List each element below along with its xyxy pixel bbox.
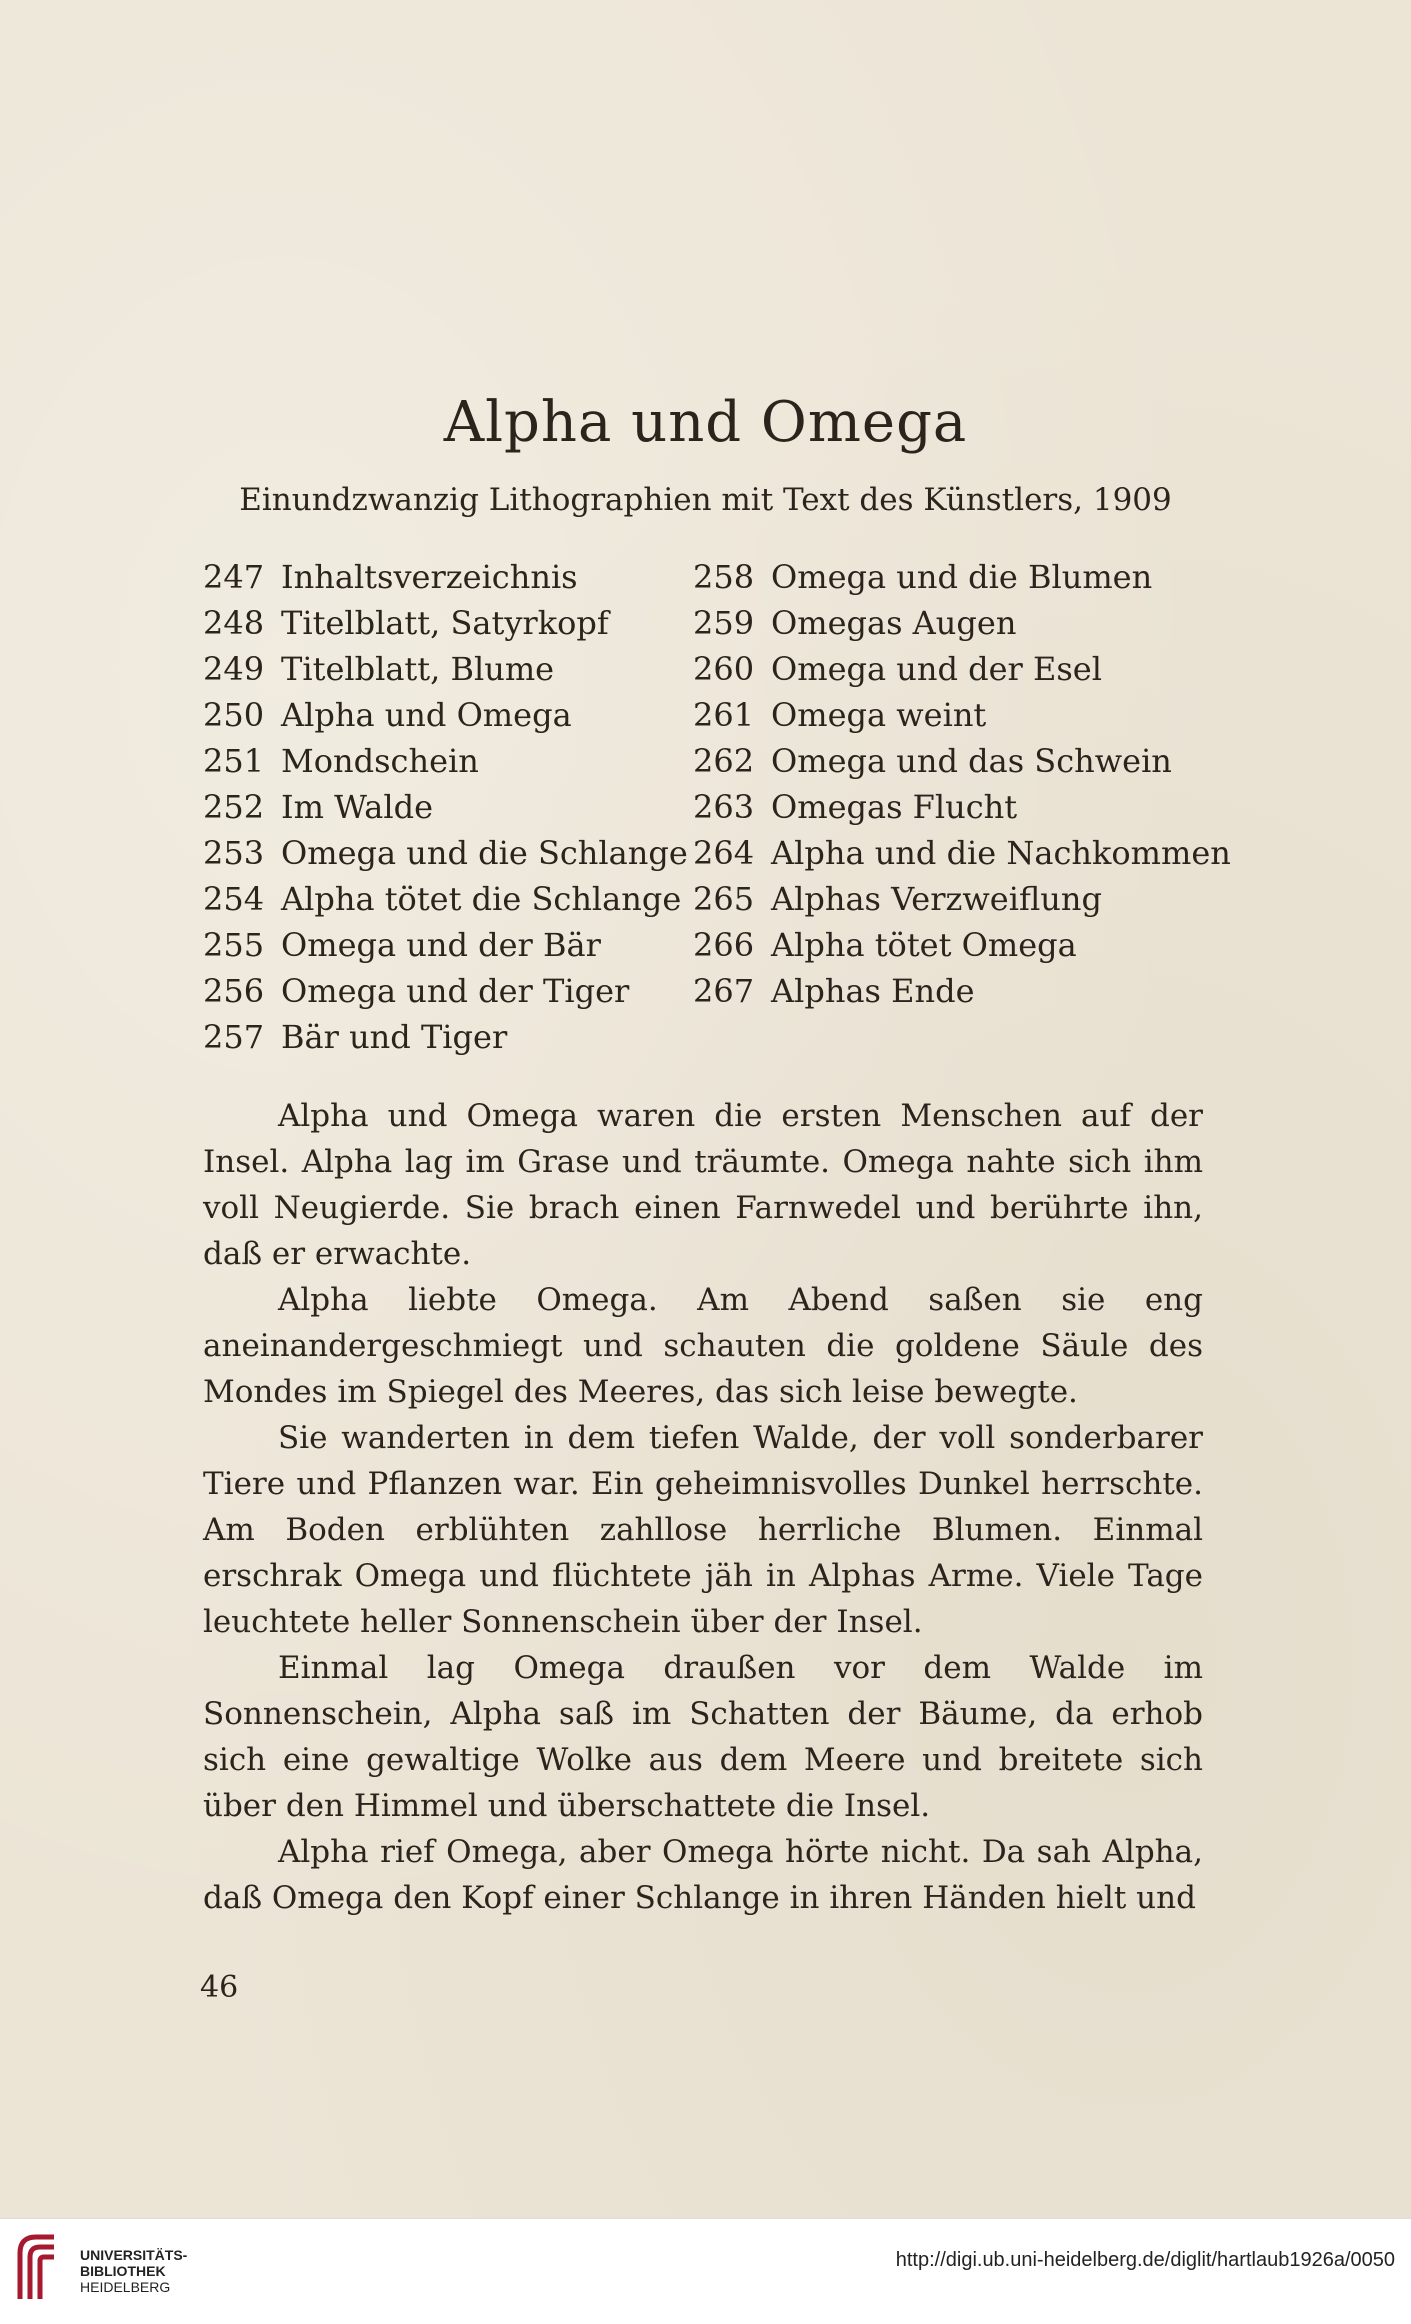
paragraph: Einmal lag Omega draußen vor dem Walde im Sonnenschein, Alpha saß im Schatten der Bäume, da erhob sich eine gewaltige Wolke aus dem Meere und breitete sich über den Himmel und überschattete die Insel. — [203, 1650, 1203, 1824]
toc-label: Alpha und Omega — [281, 696, 572, 734]
toc-label: Alphas Verzweiflung — [771, 880, 1102, 918]
logo-line: BIBLIOTHEK — [80, 2263, 166, 2279]
source-url[interactable]: http://digi.ub.uni-heidelberg.de/diglit/hartlaub1926a/0050 — [895, 2249, 1395, 2271]
toc-entry — [693, 876, 1233, 922]
toc-label: Alphas Ende — [771, 972, 975, 1010]
toc-label: Titelblatt, Satyrkopf — [281, 604, 609, 642]
toc-number: 255 — [203, 926, 265, 964]
toc-label: Bär und Tiger — [281, 1018, 508, 1056]
logo-line: UNIVERSITÄTS- — [80, 2247, 188, 2263]
toc-label: Omega und das Schwein — [771, 742, 1172, 780]
toc-label: Omega und die Blumen — [771, 558, 1153, 596]
toc-number: 258 — [693, 558, 755, 596]
toc-number: 248 — [203, 604, 265, 642]
page-number: 46 — [200, 1970, 239, 2005]
toc-entry — [203, 554, 673, 600]
toc-number: 263 — [693, 788, 755, 826]
toc-left-column — [203, 554, 688, 1060]
toc-number: 261 — [693, 696, 755, 734]
toc-number: 265 — [693, 880, 755, 918]
toc-number: 254 — [203, 880, 265, 918]
toc-entry — [693, 554, 1233, 600]
toc-number: 256 — [203, 972, 265, 1010]
toc-entry — [693, 646, 1233, 692]
toc-label: Alpha und die Nachkommen — [771, 834, 1231, 872]
toc-entry — [693, 692, 1233, 738]
toc-entry — [203, 646, 673, 692]
toc-entry — [203, 784, 673, 830]
toc-number: 249 — [203, 650, 265, 688]
paragraph: Alpha rief Omega, aber Omega hörte nicht. Da sah Alpha, daß Omega den Kopf einer Schlange in ihren Händen hielt und — [203, 1834, 1203, 1916]
paragraph: Alpha und Omega waren die ersten Menschen auf der Insel. Alpha lag im Grase und träumte. Omega nahte sich ihm voll Neugierde. Sie brach einen Farnwedel und berührte ihn, daß er erwachte. — [203, 1098, 1203, 1272]
library-logo-text — [80, 2247, 187, 2295]
toc-entry — [693, 968, 1233, 1014]
page-title: Alpha und Omega — [443, 390, 968, 455]
toc-label: Omega und der Tiger — [281, 972, 630, 1010]
toc-label: Omega und die Schlange — [281, 834, 688, 872]
toc-number: 252 — [203, 788, 265, 826]
toc-label: Alpha tötet Omega — [771, 926, 1077, 964]
toc-label: Titelblatt, Blume — [281, 650, 555, 688]
toc-label: Omega und der Esel — [771, 650, 1102, 688]
toc-entry — [203, 922, 673, 968]
paragraph: Sie wanderten in dem tiefen Walde, der voll sonderbarer Tiere und Pflanzen war. Ein geheimnisvolles Dunkel herrschte. Am Boden erblühten zahllose herrliche Blumen. Einmal erschrak Omega und flüchtete jäh in Alphas Arme. Viele Tage leuchtete heller Sonnenschein über der Insel. — [203, 1420, 1203, 1640]
toc-entry — [693, 600, 1233, 646]
toc-number: 250 — [203, 696, 265, 734]
page-subtitle: Einundzwanzig Lithographien mit Text des Künstlers, 1909 — [239, 482, 1172, 518]
body-text — [203, 1093, 1203, 1921]
toc-entry — [203, 830, 688, 876]
library-logo-icon — [14, 2229, 62, 2309]
toc-number: 266 — [693, 926, 755, 964]
toc-entry — [203, 600, 673, 646]
toc-entry — [203, 692, 673, 738]
toc-label: Omegas Flucht — [771, 788, 1018, 826]
toc-entry — [203, 968, 673, 1014]
toc-label: Inhaltsverzeichnis — [281, 558, 578, 596]
toc-number: 247 — [203, 558, 265, 596]
toc-entry — [693, 784, 1233, 830]
toc-number: 262 — [693, 742, 755, 780]
toc-number: 253 — [203, 834, 265, 872]
toc-number: 259 — [693, 604, 755, 642]
toc-entry — [203, 876, 682, 922]
toc-label: Mondschein — [281, 742, 479, 780]
toc-entry — [693, 738, 1233, 784]
toc-right-column — [693, 554, 1233, 1014]
toc-number: 251 — [203, 742, 265, 780]
toc-entry — [693, 830, 1233, 876]
toc-label: Alpha tötet die Schlange — [281, 880, 682, 918]
toc-number: 264 — [693, 834, 755, 872]
toc-entry — [203, 1014, 673, 1060]
toc-label: Omega weint — [771, 696, 987, 734]
toc-entry — [203, 738, 673, 784]
toc-label: Omega und der Bär — [281, 926, 601, 964]
library-footer — [0, 2218, 1411, 2324]
toc-number: 260 — [693, 650, 755, 688]
toc-label: Im Walde — [281, 788, 433, 826]
logo-line: HEIDELBERG — [80, 2279, 171, 2295]
toc-label: Omegas Augen — [771, 604, 1017, 642]
toc-entry — [693, 922, 1233, 968]
toc-number: 257 — [203, 1018, 265, 1056]
toc-number: 267 — [693, 972, 755, 1010]
paragraph: Alpha liebte Omega. Am Abend saßen sie eng aneinandergeschmiegt und schauten die goldene Säule des Mondes im Spiegel des Meeres, das sich leise bewegte. — [203, 1282, 1203, 1410]
